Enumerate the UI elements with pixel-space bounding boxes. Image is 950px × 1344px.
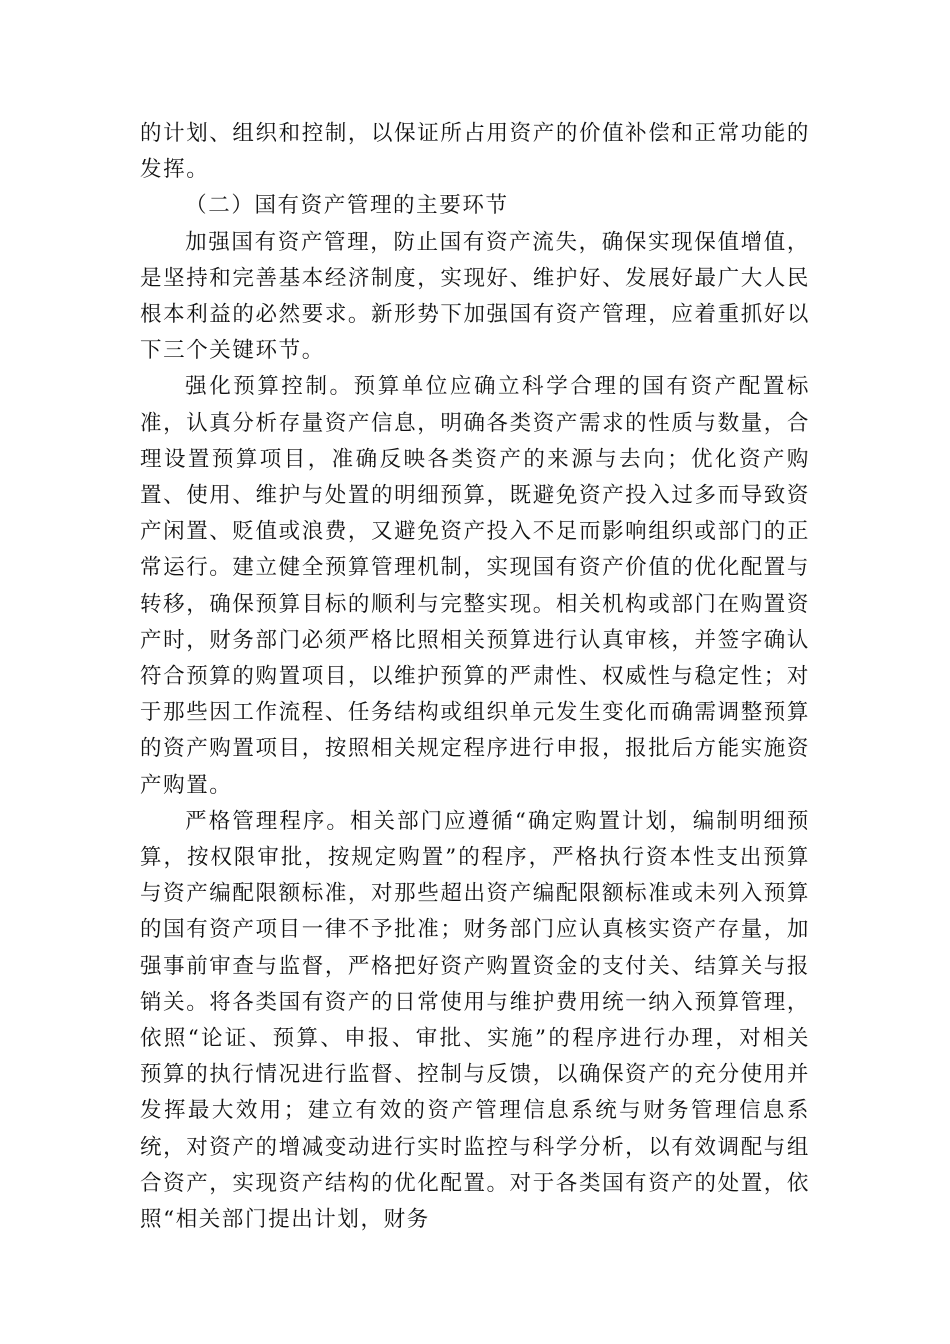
budget-control-paragraph: 强化预算控制。预算单位应确立科学合理的国有资产配置标准，认真分析存量资产信息，明确各类资产需求的性质与数量，合理设置预算项目，准确反映各类资产的来源与去向；优化资产购置、使用、维护与处置的明细预算，既避免资产投入过多而导致资产闲置、贬值或浪费，又避免资产投入不足而影响组织或部门的正常运行。建立健全预算管理机制，实现国有资产价值的优化配置与转移，确保预算目标的顺利与完整实现。相关机构或部门在购置资产时，财务部门必须严格比照相关预算进行认真审核，并签字确认符合预算的购置项目，以维护预算的严肃性、权威性与稳定性；对于那些因工作流程、任务结构或组织单元发生变化而确需调整预算的资产购置项目，按照相关规定程序进行申报，报批后方能实施资产购置。 [140,374,810,798]
continued-paragraph: 的计划、组织和控制，以保证所占用资产的价值补偿和正常功能的发挥。 [140,121,810,183]
section-heading: （二）国有资产管理的主要环节 [185,193,509,219]
intro-paragraph: 加强国有资产管理，防止国有资产流失，确保实现保值增值，是坚持和完善基本经济制度，实现好、维护好、发展好最广大人民根本利益的必然要求。新形势下加强国有资产管理，应着重抓好以下三个关键环节。 [140,229,810,364]
management-procedure-paragraph: 严格管理程序。相关部门应遵循“确定购置计划，编制明细预算，按权限审批，按规定购置”的程序，严格执行资本性支出预算与资产编配限额标准，对那些超出资产编配限额标准或未列入预算的国有资产项目一律不予批准；财务部门应认真核实资产存量，加强事前审查与监督，严格把好资产购置资金的支付关、结算关与报销关。将各类国有资产的日常使用与维护费用统一纳入预算管理，依照“论证、预算、申报、审批、实施”的程序进行办理，对相关预算的执行情况进行监督、控制与反馈，以确保资产的充分使用并发挥最大效用；建立有效的资产管理信息系统与财务管理信息系统，对资产的增减变动进行实时监控与科学分析，以有效调配与组合资产，实现资产结构的优化配置。对于各类国有资产的处置，依照“相关部门提出计划，财务 [140,808,810,1233]
document-body [140,116,810,1238]
